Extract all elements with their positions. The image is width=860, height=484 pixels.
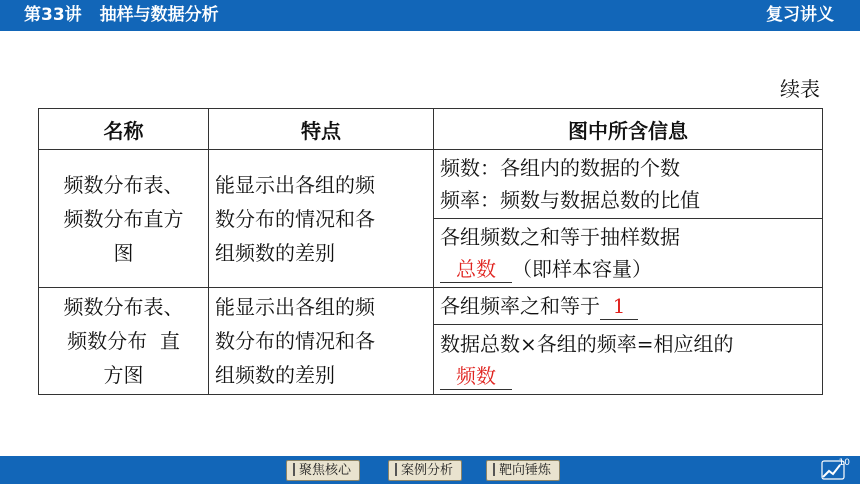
row2-name-line: 频数分布表、	[63, 295, 184, 319]
table-row	[39, 150, 823, 219]
row1-name	[39, 150, 209, 288]
row2-feature-line: 组频数的差别	[215, 363, 335, 387]
answer-blank: 频数	[440, 363, 512, 390]
frequency-definition: 频数：各组内的数据的个数	[440, 156, 680, 180]
nav-case-analysis-button[interactable]	[388, 460, 462, 481]
row2-name-line: 方图	[103, 363, 144, 387]
answer-blank: 总数	[440, 256, 512, 283]
nav-label: 靶向锤炼	[499, 463, 552, 478]
row1-feature-line: 能显示出各组的频	[215, 172, 375, 197]
header-name: 名称	[39, 109, 209, 150]
row2-info-a	[434, 288, 823, 325]
row1-info-b	[434, 219, 823, 288]
header-bar	[0, 0, 860, 31]
section-label: 复习讲义	[766, 5, 834, 25]
rate-definition: 频率：频数与数据总数的比值	[440, 188, 700, 212]
row2-feature-line: 能显示出各组的频	[215, 295, 375, 319]
row1-feature	[209, 150, 434, 288]
row2-name-line: 频数分布 直	[67, 329, 180, 353]
page-number: 10	[838, 458, 850, 468]
row2-name	[39, 288, 209, 395]
row2-feature-line: 数分布的情况和各	[215, 329, 375, 353]
continued-label: 续表	[780, 77, 820, 101]
header-feature: 特点	[209, 109, 434, 150]
footer-bar	[0, 456, 860, 484]
answer-suffix: （即样本容量）	[512, 257, 652, 281]
summary-table	[38, 108, 823, 395]
row2-feature	[209, 288, 434, 395]
row1-name-line: 频数分布表、	[63, 172, 184, 197]
tab-mark-icon	[395, 463, 397, 476]
row2-info-b	[434, 325, 823, 395]
row1-name-line: 频数分布直方	[63, 206, 184, 231]
nav-label: 案例分析	[401, 463, 454, 478]
nav-focus-core-button[interactable]	[286, 460, 360, 481]
row1-feature-line: 数分布的情况和各	[215, 206, 375, 231]
answer-blank: 1	[600, 293, 638, 320]
rate-sum-text: 各组频率之和等于	[440, 294, 600, 319]
nav-target-practice-button[interactable]	[486, 460, 560, 481]
lesson-heading	[24, 3, 219, 28]
lesson-title: 抽样与数据分析	[99, 5, 219, 25]
frequency-sum-answer-line	[440, 253, 816, 285]
frequency-sum-text: 各组频数之和等于抽样数据	[440, 225, 680, 249]
row1-feature-line: 组频数的差别	[215, 240, 335, 265]
lesson-number: 第33讲	[24, 5, 82, 25]
header-info: 图中所含信息	[434, 109, 823, 150]
table-header-row	[39, 109, 823, 150]
total-times-rate-text: 数据总数×各组的频率=相应组的	[440, 331, 734, 356]
nav-label: 聚焦核心	[299, 463, 352, 478]
row1-name-line: 图	[113, 240, 134, 265]
table-row	[39, 288, 823, 325]
tab-mark-icon	[293, 463, 295, 476]
tab-mark-icon	[493, 463, 495, 476]
row1-info-a	[434, 150, 823, 219]
